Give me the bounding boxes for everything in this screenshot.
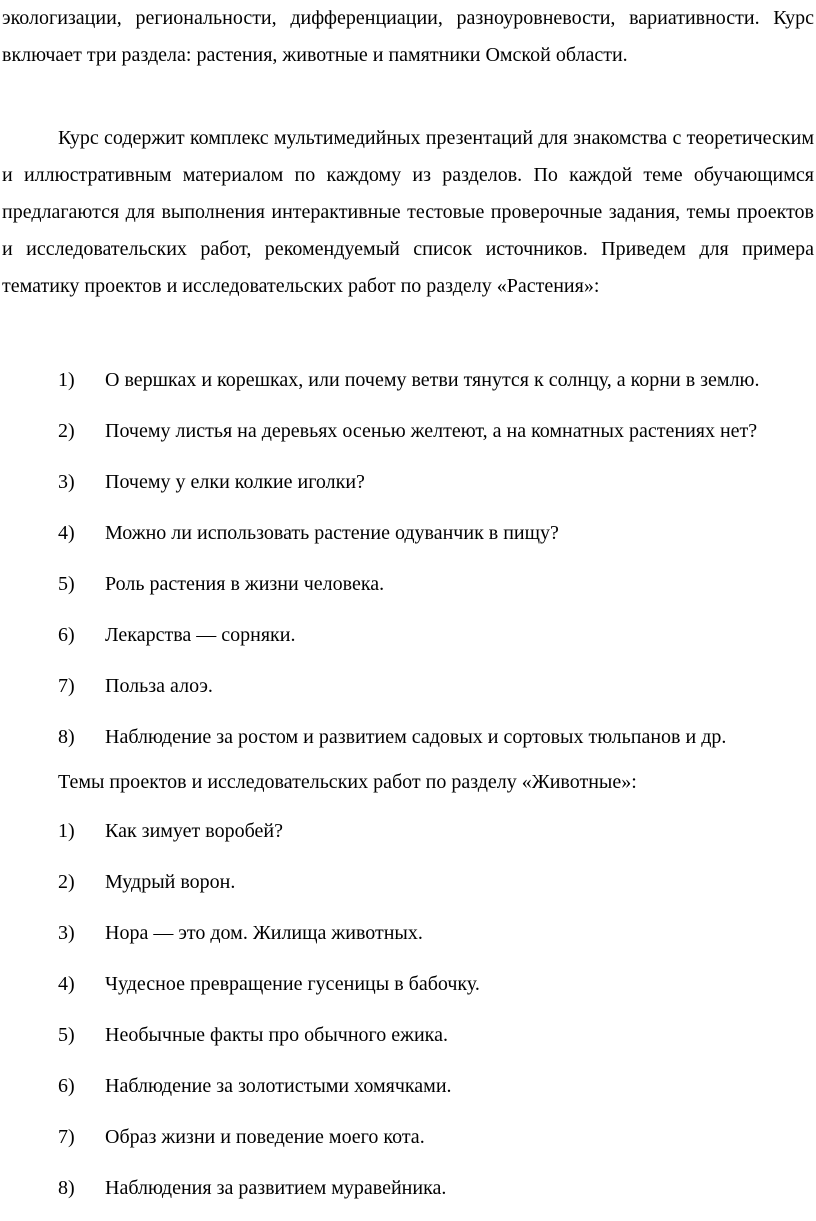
list-item-number: 3)	[58, 471, 75, 493]
list-item	[0, 1068, 816, 1119]
list-item	[0, 668, 816, 719]
list-item-number: 2)	[58, 420, 75, 442]
list-item-text: Необычные факты про обычного ежика.	[105, 1024, 448, 1046]
list-item-text: Роль растения в жизни человека.	[105, 573, 385, 595]
list-item-text: Лекарства — сорняки.	[105, 624, 296, 646]
list-item	[0, 1119, 816, 1170]
paragraph-1-text: экологизации, региональности, дифференциации, разноуровневости, вариативности. Курс включает три раздела: растения, животные и памятники Омской области.	[2, 7, 814, 66]
list-item-text: Образ жизни и поведение моего кота.	[105, 1126, 425, 1148]
list-item-text: Почему у елки колкие иголки?	[105, 471, 365, 493]
list-item-text: Польза алоэ.	[105, 675, 213, 697]
list-item-number: 7)	[58, 675, 75, 697]
list-item-number: 7)	[58, 1126, 75, 1148]
list-item-text: Наблюдение за ростом и развитием садовых и сортовых тюльпанов и др.	[105, 726, 727, 748]
plants-topics-list	[0, 362, 816, 770]
list-item-number: 1)	[58, 820, 75, 842]
list-item	[0, 864, 816, 915]
list-item-text: Чудесное превращение гусеницы в бабочку.	[105, 973, 480, 995]
list-item-text: Мудрый ворон.	[105, 871, 236, 893]
list-item	[0, 566, 816, 617]
list-item-text: Нора — это дом. Жилища животных.	[105, 922, 423, 944]
list-item-number: 3)	[58, 922, 75, 944]
list-item-number: 4)	[58, 973, 75, 995]
list-item-number: 1)	[58, 369, 75, 391]
list-item	[0, 1017, 816, 1068]
list-item	[0, 464, 816, 515]
list-item	[0, 1170, 816, 1221]
list-item	[0, 813, 816, 864]
animals-section-heading: Темы проектов и исследовательских работ по разделу «Животные»:	[58, 771, 637, 793]
paragraph-2-text: Курс содержит комплекс мультимедийных презентаций для знакомства с теоретическим и иллюстративным материалом по каждому из разделов. По каждой теме обучающимся предлагаются для выполнения интерактивные тестовые проверочные задания, темы проектов и исследовательских работ, рекомендуемый список источников. Приведем для примера тематику проектов и исследовательских работ по разделу «Растения»:	[2, 127, 814, 297]
list-item	[0, 719, 816, 770]
list-item-number: 6)	[58, 624, 75, 646]
list-item-text: Как зимует воробей?	[105, 820, 283, 842]
list-item-number: 5)	[58, 1024, 75, 1046]
list-item	[0, 617, 816, 668]
list-item	[0, 515, 816, 566]
animals-topics-list	[0, 813, 816, 1221]
list-item-number: 8)	[58, 1177, 75, 1199]
list-item	[0, 362, 816, 413]
list-item-number: 6)	[58, 1075, 75, 1097]
paragraph-course-content	[2, 120, 814, 305]
list-item	[0, 915, 816, 966]
list-item-number: 8)	[58, 726, 75, 748]
list-item-text: Почему листья на деревьях осенью желтеют, а на комнатных растениях нет?	[105, 420, 758, 442]
paragraph-course-principles	[2, 0, 814, 74]
list-item-text: Наблюдения за развитием муравейника.	[105, 1177, 447, 1199]
list-item-text: Наблюдение за золотистыми хомячками.	[105, 1075, 452, 1097]
list-item-text: Можно ли использовать растение одуванчик в пищу?	[105, 522, 559, 544]
list-item-number: 5)	[58, 573, 75, 595]
list-item	[0, 413, 816, 464]
list-item	[0, 966, 816, 1017]
list-item-number: 2)	[58, 871, 75, 893]
list-item-number: 4)	[58, 522, 75, 544]
list-item-text: О вершках и корешках, или почему ветви тянутся к солнцу, а корни в землю.	[105, 369, 760, 391]
